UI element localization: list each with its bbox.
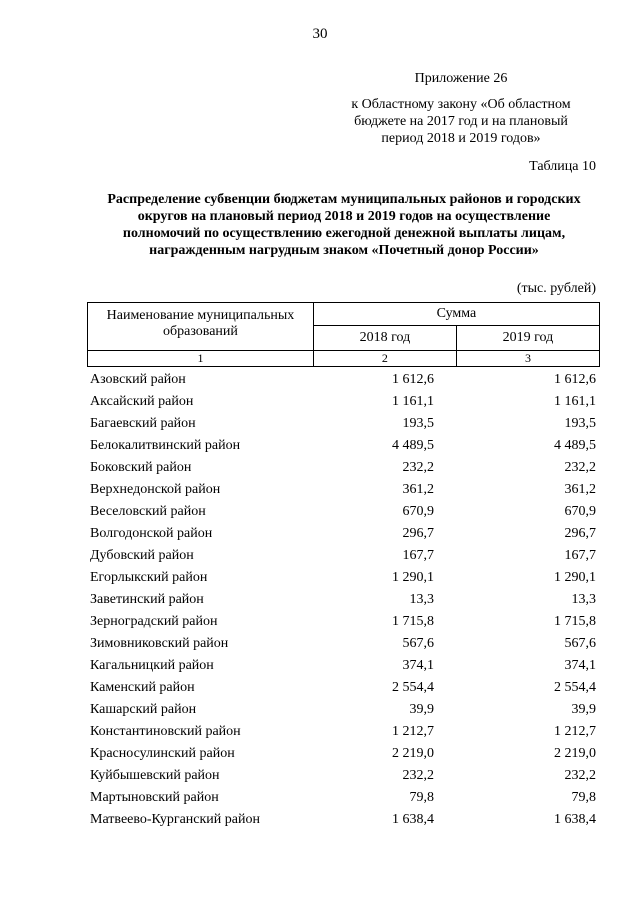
header-col-number: 3 [456,351,599,367]
row-value-2019: 2 219,0 [554,746,596,761]
table-row [90,699,596,721]
title-line: награжденным нагрудным знаком «Почетный донор России» [149,243,539,258]
table-row [90,479,596,501]
row-value-2019: 296,7 [564,526,596,541]
document-title [78,191,610,259]
row-name: Аксайский район [90,394,194,409]
table-body [90,369,596,831]
row-name: Каменский район [90,680,195,695]
row-name: Красносулинский район [90,746,235,761]
table-row [90,369,596,391]
row-value-2018: 13,3 [409,592,434,607]
row-value-2019: 1 161,1 [554,394,596,409]
table-row [90,589,596,611]
header-sum-cell: Сумма [313,303,599,326]
header-name-line: образований [163,324,238,339]
row-value-2019: 670,9 [564,504,596,519]
row-value-2019: 13,3 [571,592,596,607]
row-value-2019: 2 554,4 [554,680,596,695]
row-name: Кашарский район [90,702,197,717]
row-name: Заветинский район [90,592,204,607]
title-line: Распределение субвенции бюджетам муниципальных районов и городских [107,192,581,207]
row-name: Боковский район [90,460,192,475]
row-value-2018: 2 219,0 [392,746,434,761]
row-name: Веселовский район [90,504,206,519]
row-value-2019: 1 612,6 [554,372,596,387]
row-value-2018: 193,5 [402,416,434,431]
row-value-2018: 232,2 [402,460,434,475]
table-row [90,611,596,633]
table-row [90,743,596,765]
row-value-2019: 39,9 [571,702,596,717]
row-value-2018: 79,8 [409,790,434,805]
row-value-2019: 232,2 [564,460,596,475]
row-value-2018: 1 638,4 [392,812,434,827]
row-value-2019: 567,6 [564,636,596,651]
row-value-2018: 2 554,4 [392,680,434,695]
row-value-2019: 361,2 [564,482,596,497]
row-name: Белокалитвинский район [90,438,241,453]
row-name: Егорлыкский район [90,570,208,585]
table-row [90,765,596,787]
header-year-2019: 2019 год [456,326,599,351]
row-value-2019: 167,7 [564,548,596,563]
appendix-block [330,70,592,147]
row-name: Верхнедонской район [90,482,221,497]
table-row [90,391,596,413]
row-value-2019: 1 290,1 [554,570,596,585]
row-value-2018: 232,2 [402,768,434,783]
row-name: Азовский район [90,372,186,387]
row-value-2018: 1 290,1 [392,570,434,585]
row-value-2018: 4 489,5 [392,438,434,453]
page-number: 30 [312,26,328,42]
header-name-cell [88,303,314,351]
row-name: Дубовский район [90,548,194,563]
row-value-2019: 232,2 [564,768,596,783]
row-value-2019: 193,5 [564,416,596,431]
row-value-2018: 1 161,1 [392,394,434,409]
row-name: Багаевский район [90,416,196,431]
row-value-2018: 167,7 [402,548,434,563]
row-name: Волгодонской район [90,526,213,541]
row-name: Константиновский район [90,724,241,739]
table-row [90,567,596,589]
row-name: Матвеево-Курганский район [90,812,260,827]
row-value-2019: 1 715,8 [554,614,596,629]
row-value-2019: 1 638,4 [554,812,596,827]
row-name: Зерноградский район [90,614,218,629]
title-line: округов на плановый период 2018 и 2019 годов на осуществление [137,209,551,224]
table-row [90,677,596,699]
header-name-line: Наименование муниципальных [106,308,295,323]
header-year-2018: 2018 год [313,326,456,351]
row-name: Зимовниковский район [90,636,229,651]
row-value-2019: 1 212,7 [554,724,596,739]
row-name: Кагальницкий район [90,658,214,673]
table-row [90,523,596,545]
row-value-2018: 1 612,6 [392,372,434,387]
row-value-2019: 4 489,5 [554,438,596,453]
appendix-line: период 2018 и 2019 годов» [381,131,541,146]
row-value-2019: 79,8 [571,790,596,805]
row-name: Мартыновский район [90,790,219,805]
units-label: (тыс. рублей) [516,281,596,296]
table-row [90,809,596,831]
row-name: Куйбышевский район [90,768,220,783]
row-value-2018: 361,2 [402,482,434,497]
table-row [90,633,596,655]
table-row [90,787,596,809]
row-value-2018: 1 715,8 [392,614,434,629]
title-line: полномочий по осуществлению ежегодной денежной выплаты лицам, [122,226,566,241]
row-value-2018: 1 212,7 [392,724,434,739]
row-value-2018: 567,6 [402,636,434,651]
appendix-title: Приложение 26 [414,71,508,86]
row-value-2018: 39,9 [409,702,434,717]
table-row [90,413,596,435]
table-header [87,302,600,367]
header-col-number: 2 [313,351,456,367]
table-row [90,457,596,479]
table-row [90,435,596,457]
table-row [90,655,596,677]
appendix-line: бюджете на 2017 год и на плановый [354,114,568,129]
table-row [90,721,596,743]
appendix-line: к Областному закону «Об областном [351,97,571,112]
table-row [90,501,596,523]
table-label: Таблица 10 [529,159,596,174]
row-value-2018: 296,7 [402,526,434,541]
row-value-2019: 374,1 [564,658,596,673]
table-row [90,545,596,567]
header-col-number: 1 [88,351,314,367]
row-value-2018: 374,1 [402,658,434,673]
row-value-2018: 670,9 [402,504,434,519]
